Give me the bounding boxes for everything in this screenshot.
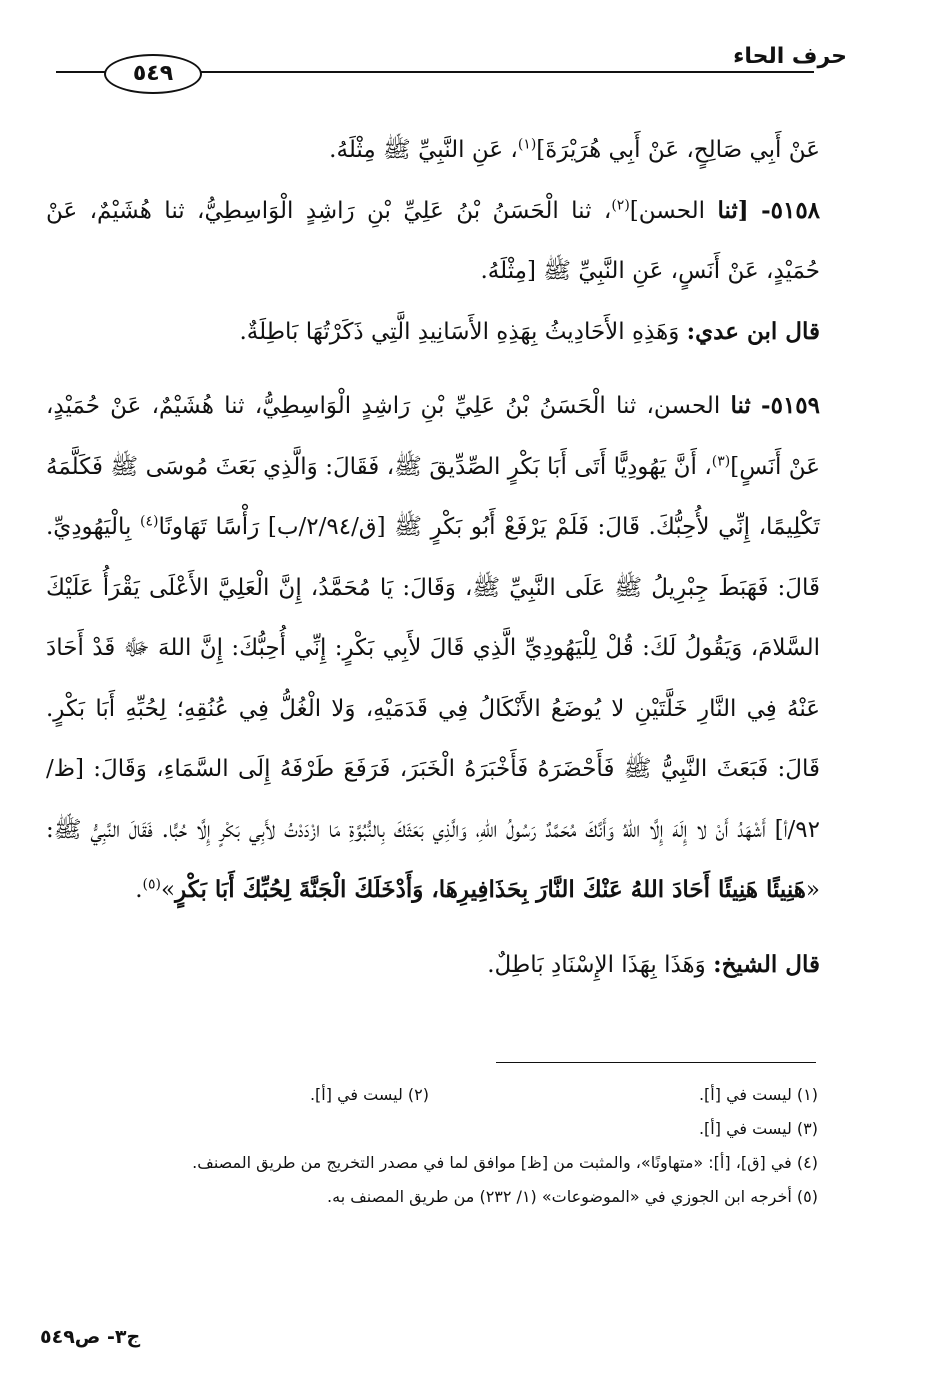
paragraph-continuation xyxy=(46,120,820,181)
footnote-ref-5[interactable]: (٥) xyxy=(142,876,161,893)
narration-keyword: ثنا xyxy=(730,392,751,419)
footnote-ref-2[interactable]: (٢) xyxy=(611,196,630,213)
narration-keyword: [ثنا xyxy=(717,196,749,224)
footnote-3: (٣) ليست في [أ]. xyxy=(698,1119,818,1138)
footnote-ref-3[interactable]: (٣) xyxy=(711,452,731,469)
comment-label: قال ابن عدي: xyxy=(686,317,820,345)
footnote-ref-4[interactable]: (٤) xyxy=(139,513,159,530)
footnotes xyxy=(40,1078,818,1214)
sentence-end: . xyxy=(135,877,143,903)
footnote-4: (٤) في [ق]، [أ]: «متهاونًا»، والمثبت من [ظ] موافق لما في مصدر التخريج من طريق المصنف. xyxy=(192,1153,818,1172)
comment-text: وَهَذَا بِهَذَا الإِسْنَادِ بَاطِلٌ. xyxy=(487,951,706,978)
paragraph-gap xyxy=(46,362,820,376)
quote-close: » xyxy=(161,877,176,903)
prophetic-quote: هَنِيئًا هَنِيئًا أَحَادَ اللهُ عَنْكَ النَّارَ بِحَذَافِيرِهَا، وَأَدْخَلَكَ الْجَنَّةَ لِحُبِّكَ أَبَا بَكْرٍ xyxy=(175,876,806,903)
volume-page-reference: ج٣- ص٥٤٩ xyxy=(40,1326,141,1348)
hadith-number: ٥١٥٨- xyxy=(761,196,821,224)
footnote-row xyxy=(40,1078,818,1112)
page-number-badge: ٥٤٩ xyxy=(104,54,202,94)
comment-text: وَهَذِهِ الأَحَادِيثُ بِهَذِهِ الأَسَانِيدِ الَّتِي ذَكَرْتُهَا بَاطِلَةٌ. xyxy=(239,318,680,345)
comment-label: قال الشيخ: xyxy=(713,950,820,978)
footnote-5: (٥) أخرجه ابن الجوزي في «الموضوعات» (١/ ٢٣٢) من طريق المصنف به. xyxy=(327,1187,818,1206)
shaykh-comment xyxy=(46,935,820,996)
text-line: ، عَنِ النَّبِيِّ ﷺ مِثْلَهُ. xyxy=(329,137,518,163)
hadith-5158 xyxy=(46,181,820,302)
hadith-number: ٥١٥٩- xyxy=(761,392,821,419)
main-text xyxy=(46,120,820,995)
footnote-rule xyxy=(496,1062,816,1063)
footnote-1: (١) ليست في [أ]. xyxy=(698,1085,818,1104)
hadith-5159 xyxy=(46,376,820,921)
running-header-title: حرف الحاء xyxy=(733,44,847,69)
ibn-adi-comment xyxy=(46,302,820,363)
footnote-ref-1[interactable]: (١) xyxy=(517,136,537,153)
narration-text: الحسن، ثنا الْحَسَنُ بْنُ عَلِيِّ بْنِ رَاشِدٍ الْوَاسِطِيُّ، ثنا هُشَيْمٌ، عَنْ حُمَيْدٍ، عَنْ أَنَسٍ] xyxy=(46,393,821,480)
narration-text: ، ثنا الْحَسَنُ بْنُ عَلِيِّ بْنِ رَاشِدٍ الْوَاسِطِيُّ، ثنا هُشَيْمٌ، عَنْ حُمَيْدٍ، عَنْ أَنَسٍ، عَنِ النَّبِيِّ ﷺ [مِثْلَهُ. xyxy=(46,197,820,284)
paragraph-gap xyxy=(46,921,820,935)
footnote-2: (٢) ليست في [أ]. xyxy=(309,1085,429,1104)
narration-text: الحسن] xyxy=(629,197,706,224)
narration-text: ، أَنَّ يَهُودِيًّا أَتَى أَبَا بَكْرٍ الصِّدِّيقَ ﷺ، فَقَالَ: وَالَّذِي بَعَثَ مُوسَى ﷺ فَكَلَّمَهُ تَكْلِيمًا، إِنِّي لأُحِبُّكَ. قَالَ: فَلَمْ يَرْفَعْ أَبُو بَكْرٍ ﷺ [ق/٢/٩٤/ب] رَأْسًا تَهَاونًا xyxy=(46,453,820,540)
narration-text: بِالْيَهُودِيِّ. قَالَ: فَهَبَطَ جِبْرِيلُ ﷺ عَلَى النَّبِيِّ ﷺ، وَقَالَ: يَا مُحَمَّدُ، إِنَّ الْعَلِيَّ الأَعْلَى يَقْرَأُ عَلَيْكَ السَّلامَ، وَيَقُولُ لَكَ: قُلْ لِلْيَهُودِيِّ الَّذِي قَالَ لأَبِي بَكْرٍ: إِنِّي أُحِبُّكَ: إِنَّ اللهَ ﷻ قَدْ أَحَادَ عَنْهُ فِي النَّارِ خَلَّتَيْنِ لا يُوضَعُ الأَنْكَالُ فِي قَدَمَيْهِ، وَلا الْغُلُّ فِي عُنُقِهِ؛ لِحُبِّهِ أَبَا بَكْرٍ. قَالَ: فَبَعَثَ النَّبِيُّ ﷺ فَأَحْضَرَهُ فَأَخْبَرَهُ الْخَبَرَ، فَرَفَعَ طَرْفَهُ إِلَى السَّمَاءِ، وَقَالَ: [ظ/٩٢/أ] أَشْهَدُ أَنْ لا إِلَهَ إِلَّا اللهُ وَأَنَّكَ مُحَمَّدٌ رَسُولُ اللهِ، وَالَّذِي بَعَثَكَ بِالنُّبُوَّةِ مَا ازْدَدْتُ لأَبِي بَكْرٍ إِلَّا حُبًّا. فَقَالَ النَّبِيُّ ﷺ: « xyxy=(46,514,820,903)
text-line: عَنْ أَبِي صَالِحٍ، عَنْ أَبِي هُرَيْرَةَ] xyxy=(536,137,820,163)
